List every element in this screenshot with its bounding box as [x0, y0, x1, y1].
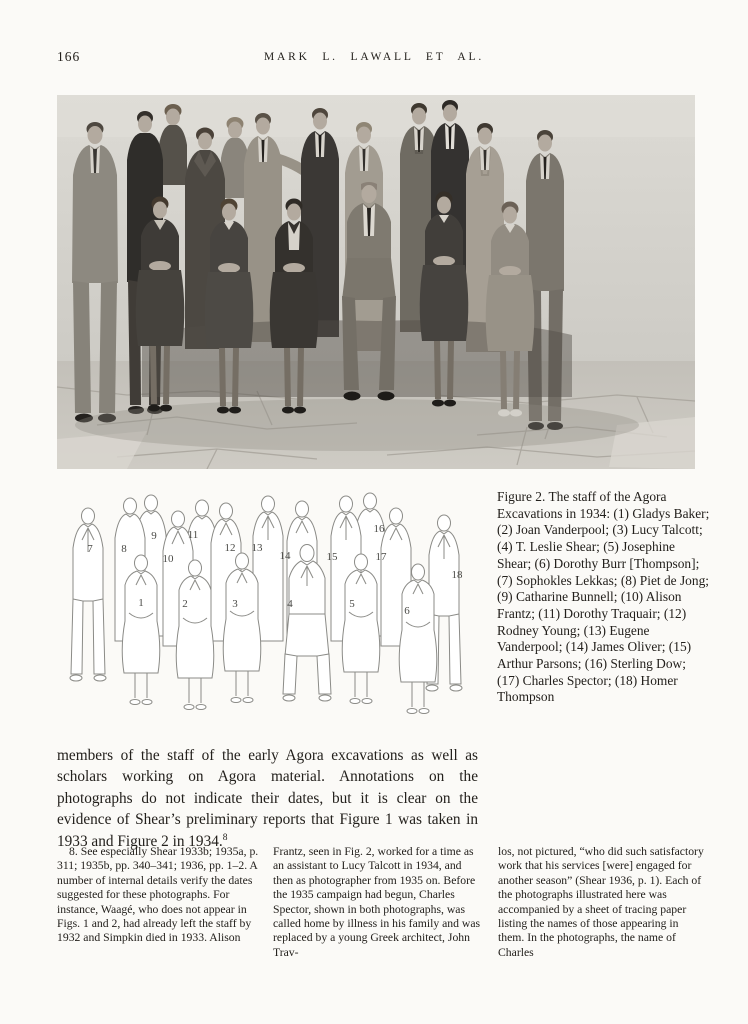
body-paragraph-text: members of the staff of the early Agora excavations as well as scholars working on Agora material. Annotations on the photographs do not indicate their dates, but it is clear on the evidence of Shear’s preliminary reports that Figure 1 was taken in 1933 and Figure 2 in 1934.: [57, 747, 478, 850]
figure-number-label: 17: [375, 551, 387, 563]
figure-number-label: 6: [404, 605, 410, 617]
figure-caption: Figure 2. The staff of the Agora Excavations in 1934: (1) Gladys Baker; (2) Joan Vanderpool; (3) Lucy Talcott; (4) T. Leslie Shear; (5) Josephine Shear; (6) Dorothy Burr [Thompson]; (7) Sophokles Lekkas; (8) Piet de Jong; (9) Catharine Bunnell; (10) Alison Frantz; (11) Dorothy Traquair; (12) Rodney Young; (13) Eugene Vanderpool; (14) James Oliver; (15) Arthur Parsons; (16) Sterling Dow; (17) Charles Spector; (18) Homer Thompson: [497, 489, 710, 705]
group-photo-illustration: [57, 95, 695, 469]
figure-number-label: 3: [232, 598, 238, 610]
figure-number-label: 5: [349, 598, 355, 610]
footnote-reference: 8: [222, 832, 228, 843]
figure-photograph: [57, 95, 695, 469]
footnote-block: [57, 845, 705, 960]
footnote-column-1: 8. See especially Shear 1933b; 1935a, p. 311; 1935b, pp. 340–341; 1936, pp. 1–2. A number of internal details verify the dates suggested for these photographs. For instance, Waagé, who does not appear in Figs. 1 and 2, had already left the staff by 1932 and Simpkin died in 1933. Alison: [57, 845, 259, 945]
figure-number-label: 4: [287, 598, 293, 610]
figure-number-label: 9: [151, 530, 157, 542]
figure-number-label: 15: [326, 551, 338, 563]
figure-number-label: 7: [87, 543, 93, 555]
figure-number-label: 1: [138, 597, 144, 609]
figure-number-label: 8: [121, 543, 127, 555]
footnote-column-3: los, not pictured, “who did such satisfactory work that his services [were] engaged for another season” (Shear 1936, p. 1). Each of the photographs illustrated here was accompanied by a sheet of tracing paper listing the names of those appearing in them. In the photographs, the name of Charles: [498, 845, 704, 959]
figure-number-label: 13: [251, 542, 263, 554]
figure-number-label: 10: [162, 553, 174, 565]
figure-number-label: 2: [182, 598, 188, 610]
figure-line-key: [55, 486, 485, 728]
running-head: MARK L. LAWALL ET AL.: [263, 51, 485, 63]
body-paragraph: [57, 745, 478, 852]
page-number: 166: [57, 49, 81, 64]
figure-number-label: 11: [187, 529, 199, 541]
figure-number-label: 14: [279, 550, 291, 562]
identification-drawing: [55, 486, 485, 728]
figure-number-label: 16: [373, 523, 385, 535]
figure-number-label: 18: [451, 569, 463, 581]
figure-number-label: 12: [224, 542, 236, 554]
footnote-column-2: Frantz, seen in Fig. 2, worked for a time as an assistant to Lucy Talcott in 1934, and then as photographer from 1935 on. Before the 1935 campaign had begun, Charles Spector, shown in both photographs, was called home by illness in his family and was replaced by a young Greek architect, John Trav-: [273, 845, 481, 959]
